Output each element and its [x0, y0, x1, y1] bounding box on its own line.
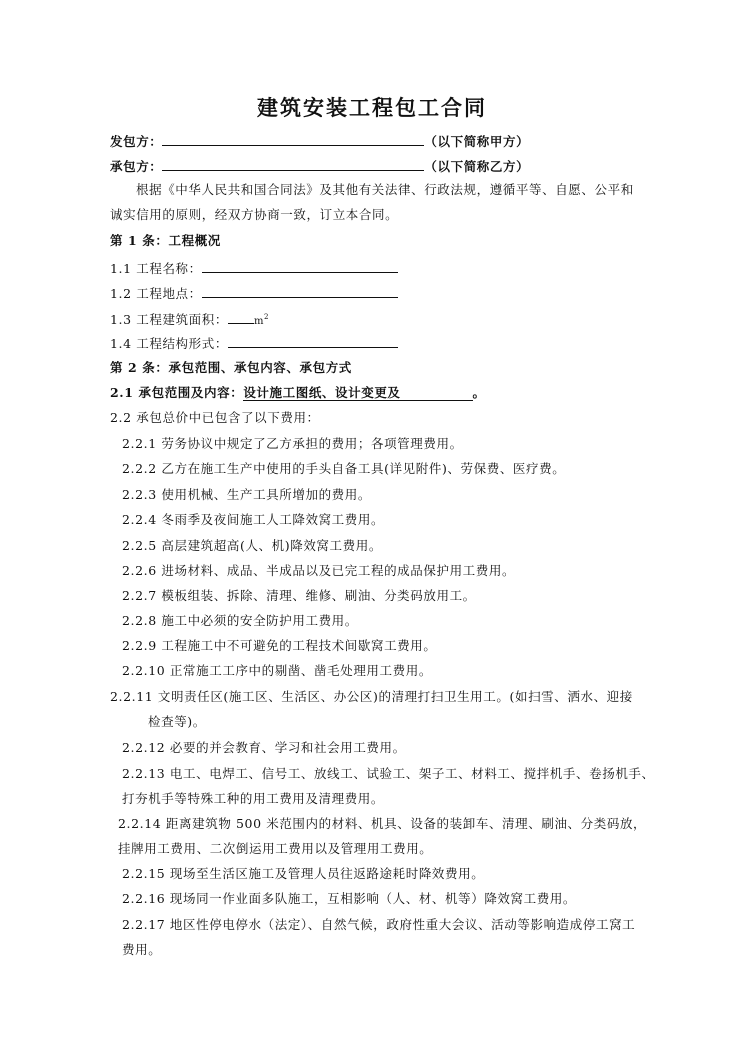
item-2-1: [110, 385, 486, 401]
contractor-line: [110, 157, 529, 175]
item-1-4: [110, 334, 398, 352]
item-2-2-4: 2.2.4 冬雨季及夜间施工人工降效窝工费用。: [122, 512, 385, 527]
document-title: 建筑安装工程包工合同: [257, 95, 487, 120]
item-2-1-label: 2.1 承包范围及内容：: [110, 385, 244, 400]
item-2-2-13-line-2: 打夯机手等特殊工种的用工费用及清理费用。: [122, 791, 385, 806]
project-name-blank: [202, 259, 398, 273]
employer-blank: [162, 132, 424, 146]
structure-type-blank: [228, 334, 398, 348]
preamble-line-1: 根据《中华人民共和国合同法》及其他有关法律、行政法规，遵循平等、自愿、公平和: [136, 182, 634, 197]
item-2-2-12: 2.2.12 必要的并会教育、学习和社会用工费用。: [122, 740, 406, 755]
item-2-2-7: 2.2.7 模板组装、拆除、清理、维修、刷油、分类码放用工。: [122, 588, 476, 603]
item-2-2-15: 2.2.15 现场至生活区施工及管理人员往返路途耗时降效费用。: [122, 866, 485, 881]
item-2-2-10: 2.2.10 正常施工工序中的剔凿、凿毛处理用工费用。: [122, 663, 432, 678]
item-2-2-6: 2.2.6 进场材料、成品、半成品以及已完工程的成品保护用工费用。: [122, 563, 516, 578]
item-2-2-9: 2.2.9 工程施工中不可避免的工程技术间歇窝工费用。: [122, 638, 437, 653]
area-unit: m: [253, 316, 265, 328]
item-2-2-11-line-2: 检查等)。: [148, 714, 206, 729]
item-1-4-label: 1.4 工程结构形式：: [110, 336, 228, 351]
item-1-1-label: 1.1 工程名称：: [110, 261, 202, 276]
item-2-2-3: 2.2.3 使用机械、生产工具所增加的费用。: [122, 487, 371, 502]
item-2-2-2: 2.2.2 乙方在施工生产中使用的手头自备工具(详见附件)、劳保费、医疗费。: [122, 461, 566, 476]
preamble-line-2: 诚实信用的原则，经双方协商一致，订立本合同。: [110, 207, 399, 222]
contractor-label: 承包方：: [110, 159, 163, 174]
area-unit-exponent: 2: [264, 313, 270, 321]
contractor-suffix: （以下简称乙方）: [424, 159, 530, 174]
item-2-2-1: 2.2.1 劳务协议中规定了乙方承担的费用；各项管理费用。: [122, 436, 463, 451]
article-2-heading: 第 2 条：承包范围、承包内容、承包方式: [110, 360, 352, 375]
item-1-2: [110, 284, 398, 302]
project-location-blank: [202, 284, 398, 298]
item-2-2: 2.2 承包总价中已包含了以下费用：: [110, 410, 320, 425]
item-2-2-13-line-1: 2.2.13 电工、电焊工、信号工、放线工、试验工、架子工、材料工、搅拌机手、卷扬机手、: [122, 766, 655, 781]
item-2-1-end: 。: [472, 385, 486, 400]
item-2-2-14-line-1: 2.2.14 距离建筑物 500 米范围内的材料、机具、设备的装卸车、清理、刷油、分类码放，: [118, 816, 647, 831]
item-2-2-8: 2.2.8 施工中必须的安全防护用工费用。: [122, 613, 358, 628]
item-2-2-5: 2.2.5 高层建筑超高(人、机)降效窝工费用。: [122, 538, 382, 553]
item-1-3-label: 1.3 工程建筑面积：: [110, 312, 228, 328]
item-2-2-14-line-2: 挂牌用工费用、二次倒运用工费用以及管理用工费用。: [118, 841, 433, 856]
item-2-2-17-line-1: 2.2.17 地区性停电停水（法定）、自然气候，政府性重大会议、活动等影响造成停工窝工: [122, 917, 636, 932]
item-1-3: [110, 309, 269, 330]
item-1-1: [110, 259, 398, 277]
item-1-2-label: 1.2 工程地点：: [110, 286, 202, 301]
item-2-1-value: 设计施工图纸、设计变更及: [243, 385, 472, 401]
item-2-2-11-line-1: 2.2.11 文明责任区(施工区、生活区、办公区)的清理打扫卫生用工。(如扫雪、洒水、迎接: [110, 689, 633, 704]
employer-label: 发包方：: [110, 134, 163, 149]
employer-line: [110, 132, 529, 150]
item-2-2-16: 2.2.16 现场同一作业面多队施工，互相影响（人、材、机等）降效窝工费用。: [122, 891, 577, 906]
employer-suffix: （以下简称甲方）: [424, 134, 530, 149]
item-2-2-17-line-2: 费用。: [122, 942, 162, 957]
contractor-blank: [162, 157, 424, 171]
article-1-heading: 第 1 条：工程概况: [110, 233, 221, 248]
building-area-blank: [228, 310, 254, 324]
